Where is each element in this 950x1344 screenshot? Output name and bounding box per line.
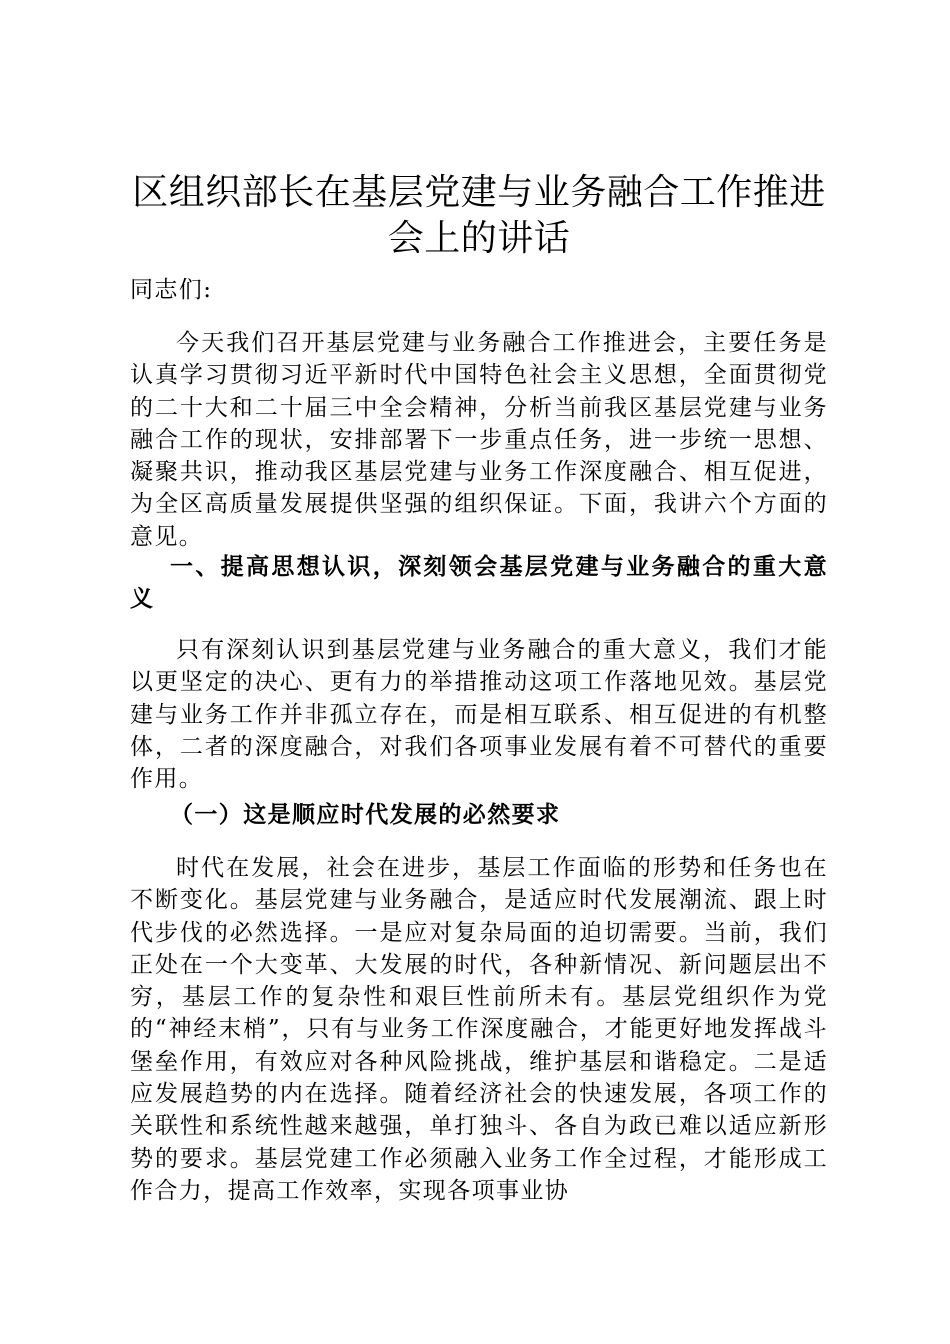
subsection-heading-1: （一）这是顺应时代发展的必然要求: [170, 802, 561, 828]
paragraph-era-requirement: 时代在发展，社会在进步，基层工作面临的形势和任务也在不断变化。基层党建与业务融合，是适应时代发展潮流、跟上时代步伐的必然选择。一是应对复杂局面的迫切需要。当前，我们正处在一个大变革、大发展的时代，各种新情况、新问题层出不穷，基层工作的复杂性和艰巨性前所未有。基层党组织作为党的“神经末梢”，只有与业务工作深度融合，才能更好地发挥战斗堡垒作用，有效应对各种风险挑战，维护基层和谐稳定。二是适应发展趋势的内在选择。随着经济社会的快速发展，各项工作的关联性和系统性越来越强，单打独斗、各自为政已难以适应新形势的要求。基层党建工作必须融入业务工作全过程，才能形成工作合力，提高工作效率，实现各项事业协: [130, 855, 828, 1204]
salutation: 同志们:: [130, 277, 213, 303]
paragraph-significance: 只有深刻认识到基层党建与业务融合的重大意义，我们才能以更坚定的决心、更有力的举措推动这项工作落地见效。基层党建与业务工作并非孤立存在，而是相互联系、相互促进的有机整体，二者的深度融合，对我们各项事业发展有着不可替代的重要作用。: [130, 637, 828, 793]
section-heading-1: 一、提高思想认识，深刻领会基层党建与业务融合的重大意义: [130, 554, 828, 613]
paragraph-intro: 今天我们召开基层党建与业务融合工作推进会，主要任务是认真学习贯彻习近平新时代中国特色社会主义思想，全面贯彻党的二十大和二十届三中全会精神，分析当前我区基层党建与业务融合工作的现状，安排部署下一步重点任务，进一步统一思想、凝聚共识，推动我区基层党建与业务工作深度融合、相互促进，为全区高质量发展提供坚强的组织保证。下面，我讲六个方面的意见。: [130, 330, 828, 550]
document-title: 区组织部长在基层党建与业务融合工作推进会上的讲话: [132, 172, 826, 259]
